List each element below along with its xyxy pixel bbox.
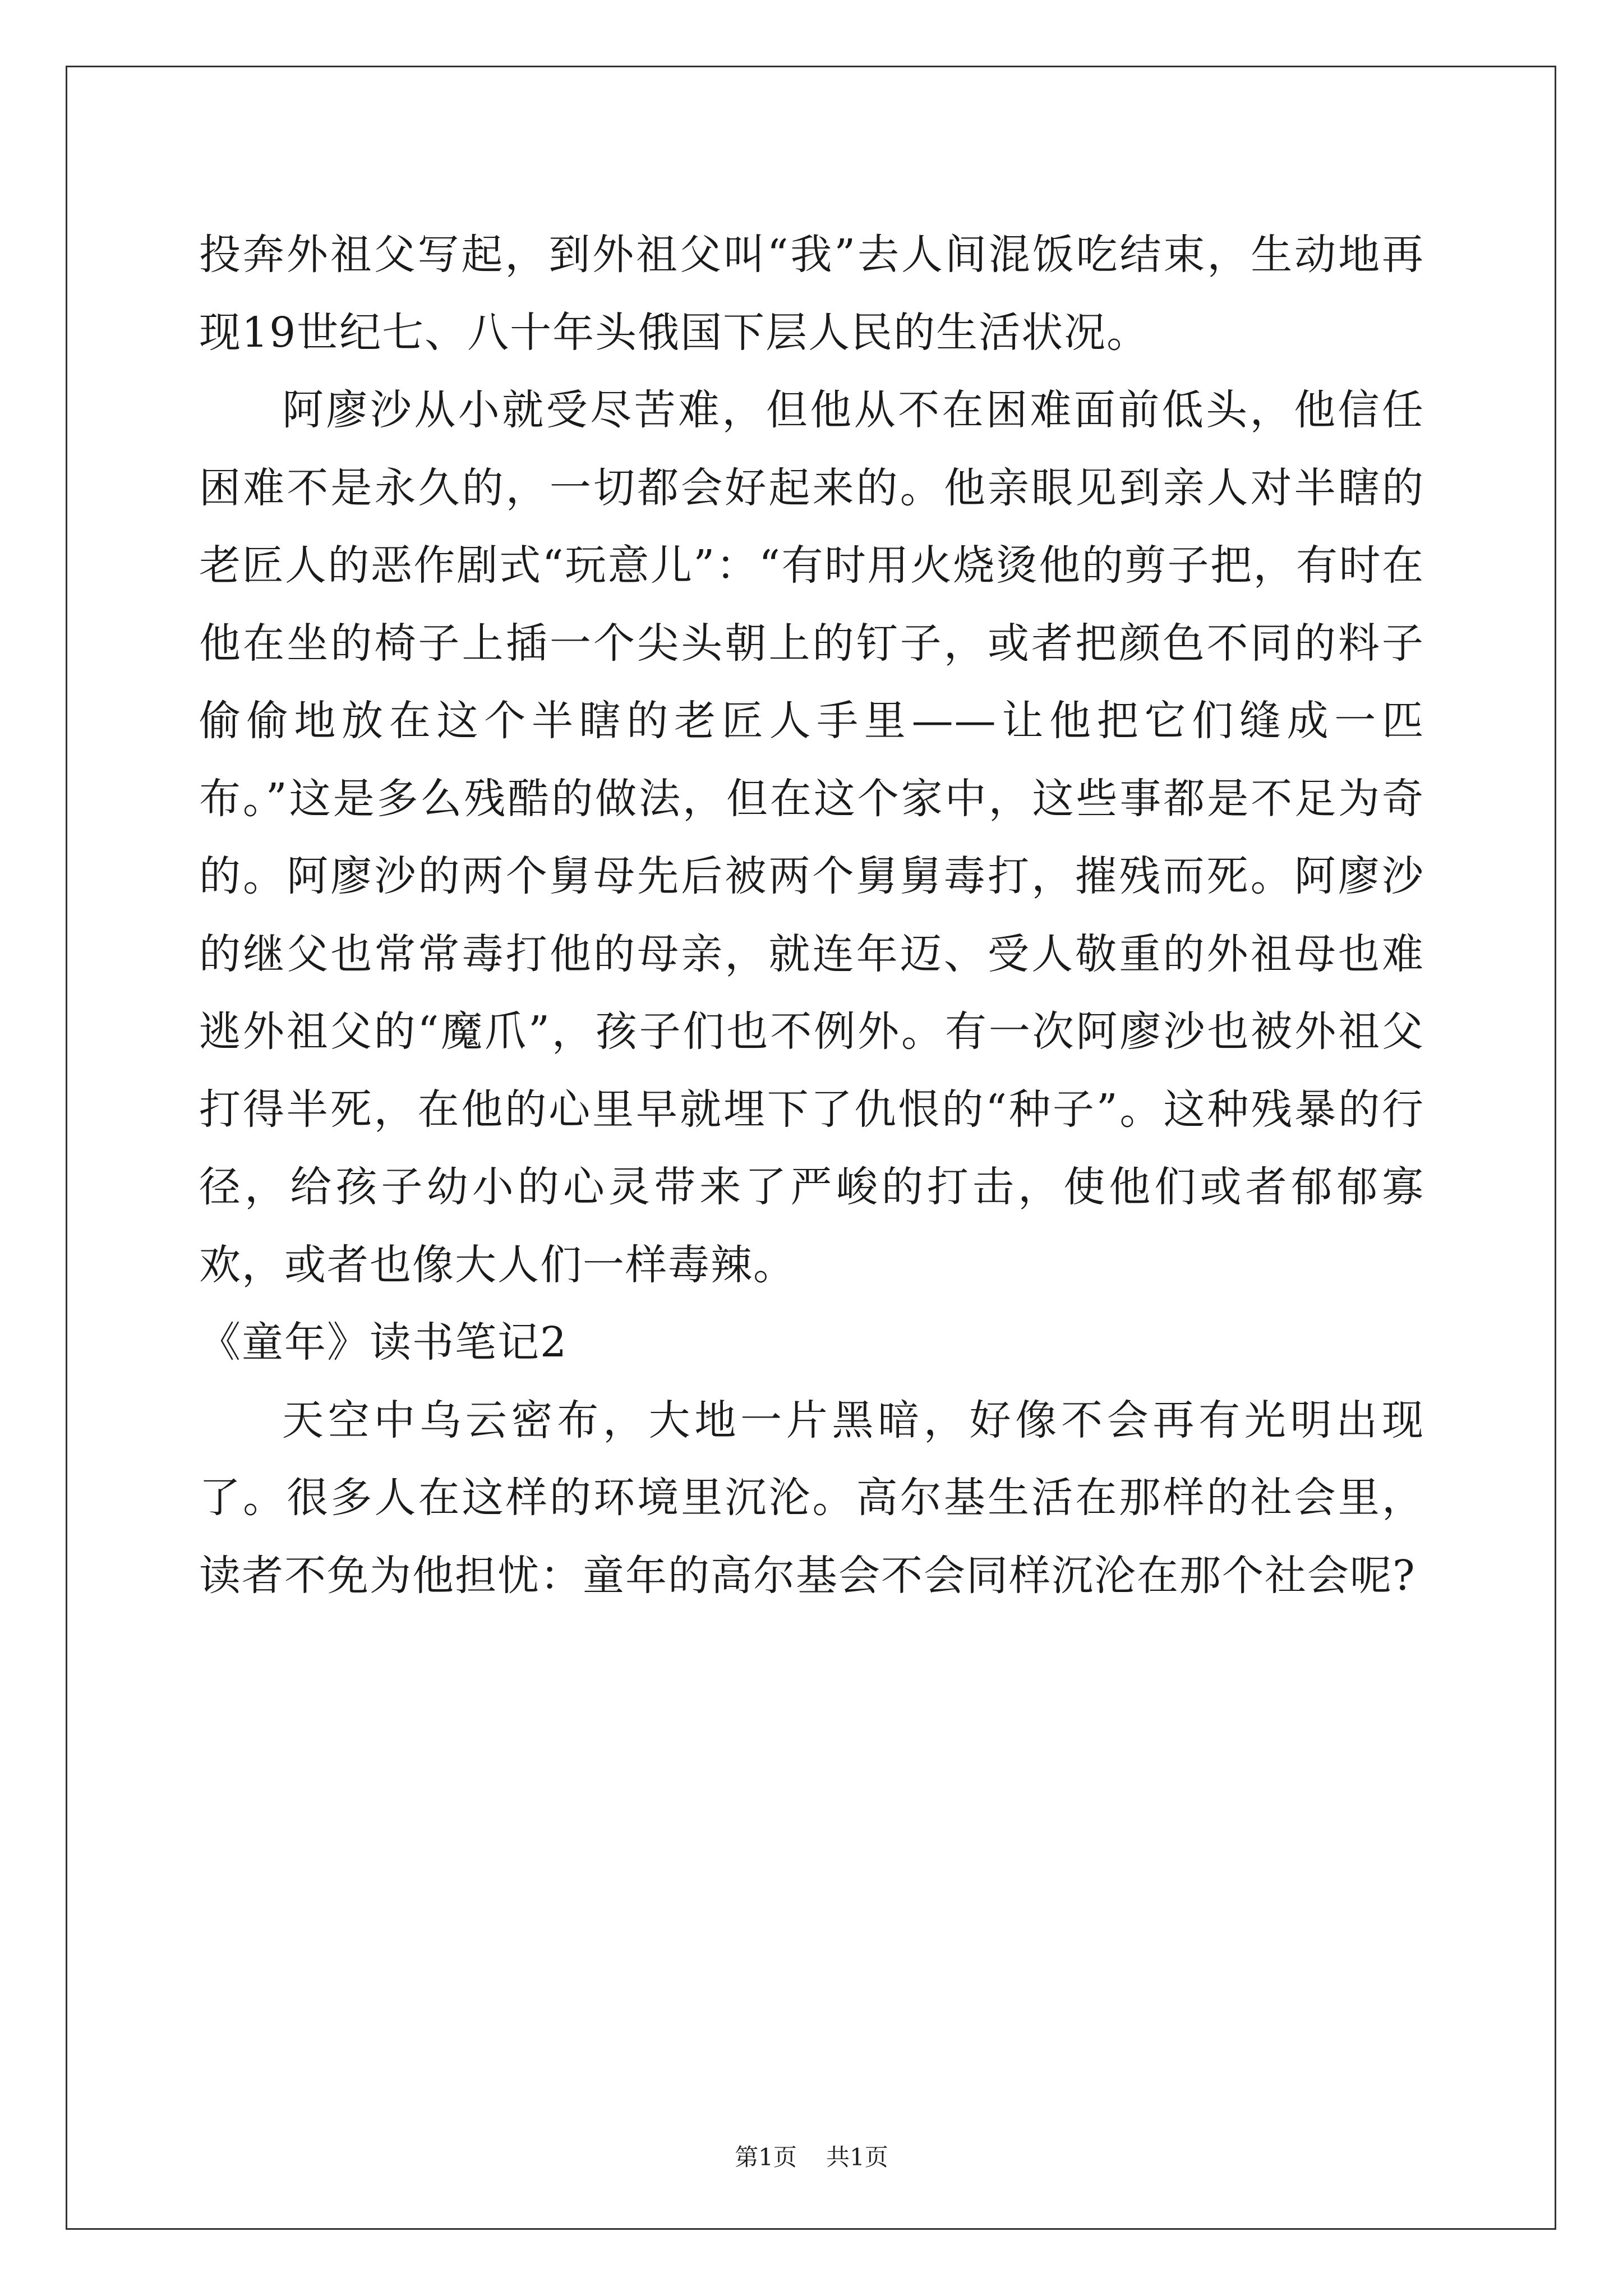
paragraph-dark-sky: 天空中乌云密布，大地一片黑暗，好像不会再有光明出现了。很多人在这样的环境里沉沦。高尔基生活在那样的社会里，读者不免为他担忧：童年的高尔基会不会同样沉沦在那个社会呢? — [199, 1396, 1424, 1600]
document-body — [199, 216, 1424, 1614]
page-number: 第1页 — [735, 2143, 797, 2171]
paragraph-alyosha-hardship: 阿廖沙从小就受尽苦难，但他从不在困难面前低头，他信任困难不是永久的，一切都会好起来的。他亲眼见到亲人对半瞎的老匠人的恶作剧式“玩意儿”：“有时用火烧烫他的剪子把，有时在他在坐的椅子上插一个尖头朝上的钉子，或者把颜色不同的料子偷偷地放在这个半瞎的老匠人手里——让他把它们缝成一匹布。”这是多么残酷的做法，但在这个家中，这些事都是不足为奇的。阿廖沙的两个舅母先后被两个舅舅毒打，摧残而死。阿廖沙的继父也常常毒打他的母亲，就连年迈、受人敬重的外祖母也难逃外祖父的“魔爪”，孩子们也不例外。有一次阿廖沙也被外祖父打得半死，在他的心里早就埋下了仇恨的“种子”。这种残暴的行径，给孩子幼小的心灵带来了严峻的打击，使他们或者郁郁寡欢，或者也像大人们一样毒辣。 — [199, 386, 1424, 1289]
section-heading: 《童年》读书笔记2 — [199, 1318, 568, 1366]
page-total: 共1页 — [826, 2143, 888, 2171]
page-footer — [0, 2142, 1623, 2173]
paragraph-continuation: 投奔外祖父写起，到外祖父叫“我”去人间混饭吃结束，生动地再现19世纪七、八十年头俄国下层人民的生活状况。 — [199, 231, 1424, 357]
